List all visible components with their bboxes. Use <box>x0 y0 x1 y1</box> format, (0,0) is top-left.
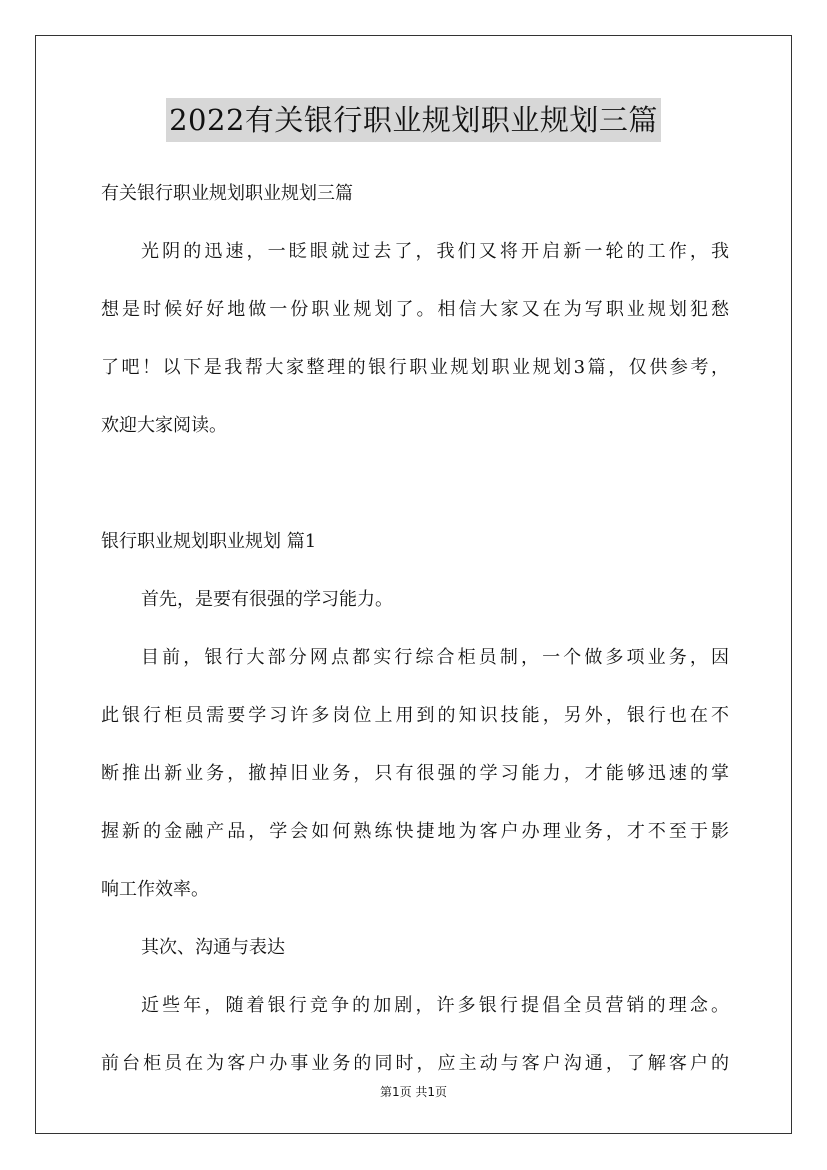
paragraph-line-1: 首先，是要有很强的学习能力。 <box>141 589 393 610</box>
intro-line-1: 光阴的迅速，一眨眼就过去了，我们又将开启新一轮的工作，我 <box>141 241 729 262</box>
section-heading: 银行职业规划职业规划 篇1 <box>101 531 317 552</box>
page-footer: 第1页 共1页 <box>379 1085 448 1099</box>
document-body <box>101 165 729 1093</box>
paragraph-line-7: 其次、沟通与表达 <box>141 937 285 958</box>
intro-line-2: 想是时候好好地做一份职业规划了。相信大家又在为写职业规划犯愁 <box>101 299 729 320</box>
paragraph-line-5: 握新的金融产品，学会如何熟练快捷地为客户办理业务，才不至于影 <box>101 821 729 842</box>
paragraph-line-4: 断推出新业务，撤掉旧业务，只有很强的学习能力，才能够迅速的掌 <box>101 763 729 784</box>
paragraph-line-6: 响工作效率。 <box>101 879 209 900</box>
paragraph-line-3: 此银行柜员需要学习许多岗位上用到的知识技能，另外，银行也在不 <box>101 705 729 726</box>
document-title: 2022有关银行职业规划职业规划三篇 <box>166 98 661 142</box>
intro-line-3: 了吧！以下是我帮大家整理的银行职业规划职业规划3篇，仅供参考， <box>101 357 729 378</box>
paragraph-line-9: 前台柜员在为客户办事业务的同时，应主动与客户沟通，了解客户的 <box>101 1053 729 1074</box>
paragraph-line-8: 近些年，随着银行竞争的加剧，许多银行提倡全员营销的理念。 <box>141 995 729 1016</box>
title-container <box>0 98 827 142</box>
intro-line-4: 欢迎大家阅读。 <box>101 415 227 436</box>
blank-line <box>101 455 729 513</box>
paragraph-line-2: 目前，银行大部分网点都实行综合柜员制，一个做多项业务，因 <box>141 647 729 668</box>
document-subtitle: 有关银行职业规划职业规划三篇 <box>101 183 353 204</box>
